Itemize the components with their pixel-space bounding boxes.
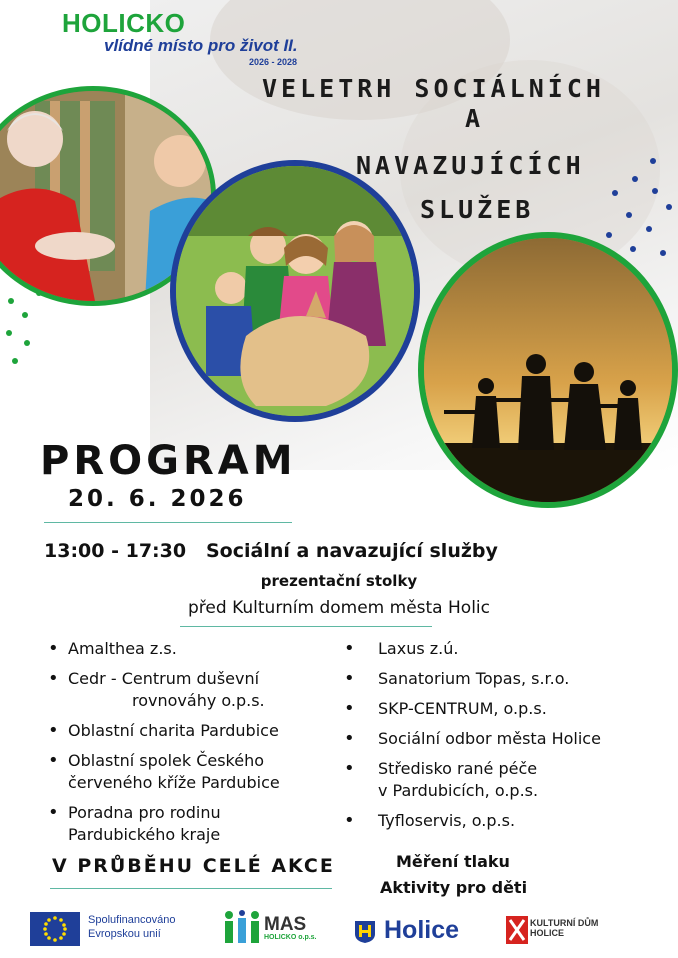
organization-list-right: [344, 638, 644, 832]
photo-children-with-dog: [170, 160, 420, 422]
program-location: před Kulturním domem města Holic: [188, 598, 490, 618]
eu-funding-text: [88, 913, 175, 941]
during-event-label: V PRŮBĚHU CELÉ AKCE: [52, 855, 335, 877]
program-heading: PROGRAM: [40, 438, 297, 484]
organization-list-left: [48, 638, 338, 846]
list-item: • Tyfloservis, o.p.s.: [344, 810, 516, 831]
list-item: • Středisko rané péče v Pardubicích, o.p.s.: [344, 758, 539, 800]
event-title-line-3: NAVAZUJÍCÍCH: [356, 151, 585, 180]
list-item: • Poradna pro rodinu Pardubického kraje: [48, 802, 221, 844]
kulturni-dum-logo-icon: [506, 916, 528, 948]
holicko-logo-years: 2026 - 2028: [249, 57, 298, 67]
kulturni-dum-line-2: HOLICE: [530, 928, 565, 938]
during-event-item: Měření tlaku: [396, 852, 510, 871]
photo-children-with-dog-illustration: [176, 166, 414, 416]
event-title-line-1: VELETRH SOCIÁLNÍCH: [262, 74, 605, 103]
program-subtitle: prezentační stolky: [260, 572, 418, 590]
mas-holicko-logo-icon: [224, 910, 260, 944]
divider-line: [50, 888, 332, 889]
mas-subtitle: HOLICKO o.p.s.: [264, 934, 317, 941]
list-item: • Laxus z.ú.: [344, 638, 459, 659]
holice-logo-text: Holice: [384, 916, 460, 944]
program-time: 13:00 - 17:30: [44, 540, 187, 562]
program-session-title: Sociální a navazující služby: [206, 540, 498, 562]
list-item: • Sanatorium Topas, s.r.o.: [344, 668, 570, 689]
list-item: • Sociální odbor města Holice: [344, 728, 601, 749]
list-item: • Oblastní charita Pardubice: [48, 720, 279, 741]
program-date: 20. 6. 2026: [68, 486, 247, 512]
list-item: • Amalthea z.s.: [48, 638, 177, 659]
event-title-line-2: A: [465, 104, 485, 133]
eu-funding-line-1: Spolufinancováno: [88, 914, 176, 926]
during-event-item: Aktivity pro děti: [380, 878, 528, 897]
list-item: • SKP-CENTRUM, o.p.s.: [344, 698, 547, 719]
mas-name: MAS: [264, 914, 307, 935]
list-item: • Oblastní spolek Českého červeného kříže Pardubice: [48, 750, 280, 792]
holicko-logo-title: HOLICKO: [62, 8, 186, 38]
divider-line: [44, 522, 292, 523]
photo-family-sunset-illustration: [424, 238, 672, 502]
holice-coat-of-arms-icon: [354, 920, 376, 948]
eu-funding-line-2: Evropskou unií: [88, 928, 161, 940]
eu-flag-icon: [30, 912, 80, 946]
holicko-logo-subtitle: vlídné místo pro život II.: [104, 36, 298, 55]
divider-line: [180, 626, 432, 627]
list-item: • Cedr - Centrum duševní rovnováhy o.p.s.: [48, 668, 265, 710]
photo-family-sunset: [418, 232, 678, 508]
kulturni-dum-line-1: KULTURNÍ DŮM: [530, 918, 599, 928]
kulturni-dum-logo-text: [530, 918, 598, 938]
event-title-line-4: SLUŽEB: [420, 195, 535, 224]
